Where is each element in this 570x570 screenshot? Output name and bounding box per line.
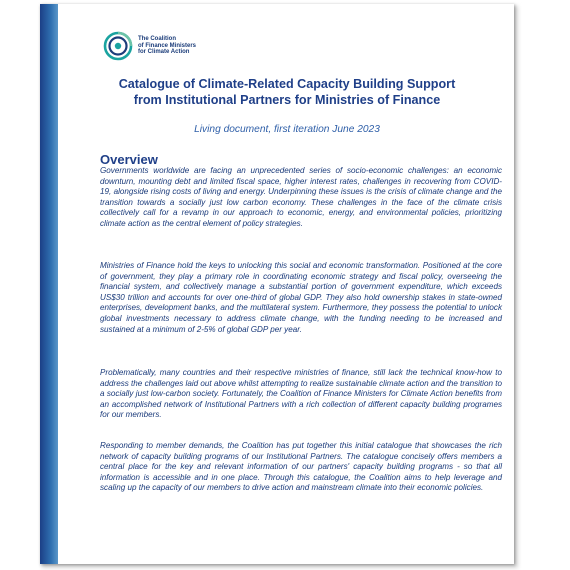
document-subtitle: Living document, first iteration June 2023	[194, 124, 380, 135]
title-line: from Institutional Partners for Ministries of Finance	[133, 93, 441, 107]
document-title	[60, 76, 514, 108]
logo-text	[138, 36, 196, 56]
coalition-logo	[102, 30, 196, 62]
page-side-bar	[40, 4, 58, 564]
document-page	[40, 4, 514, 564]
section-heading: Overview	[100, 152, 158, 167]
coalition-logo-icon	[102, 30, 134, 62]
logo-line: for Climate Action	[138, 49, 190, 56]
paragraph: Problematically, many countries and their respective ministries of finance, still lack the technical know-how to address the challenges laid out above whilst attempting to realize sustainable climate action and the transition to a socially just low-carbon society. Fortunately, the Coalition of Finance Ministers for Climate Action benefits from an accomplished network of Institutional Partners with a rich collection of different capacity building programes for our members.	[100, 368, 502, 420]
paragraph: Governments worldwide are facing an unprecedented series of socio-economic challenges: an economic downturn, mounting debt and limited fiscal space, higher interest rates, challenges in recovering from COVID-19, alongside rising costs of living and energy. Underpinning these issues is the crisis of climate change and the transition towards a socially just low carbon economy. These challenges in the face of the climate crisis collectively call for a revamp in our approach to economic, energy, and environmental policies, prioritizing climate action as the central element of policy strategies.	[100, 166, 502, 228]
logo-line: The Coalition	[138, 36, 176, 43]
paragraph: Responding to member demands, the Coalition has put together this initial catalogue that showcases the rich network of capacity building programs of our Institutional Partners. The catalogue concisely offers members a central place for the key and relevant information of our partners' capacity building programs - so that all information is accessible and in one place. Through this catalogue, the Coalition aims to help leverage and scaling up the capacity of our members to drive action and mainstream climate into their economic policies.	[100, 441, 502, 493]
logo-line: of Finance Ministers	[138, 42, 197, 49]
paragraph: Ministries of Finance hold the keys to unlocking this social and economic transformation. Positioned at the core of government, they play a primary role in coordinating economic strategy and fiscal policy, overseeing the financial system, and collectively manage a substantial portion of government expenditure, which exceeds US$30 trillion and accounts for over one-third of global GDP. They also hold ownership stakes in state-owned enterprises, development banks, and the multilateral system. Furthermore, they possess the potential to unlock global investments necessary to address climate change, with the funding needing to be increased and sustained at a minimum of 2-5% of global GDP per year.	[100, 261, 502, 334]
title-line: Catalogue of Climate-Related Capacity Building Support	[118, 77, 456, 91]
